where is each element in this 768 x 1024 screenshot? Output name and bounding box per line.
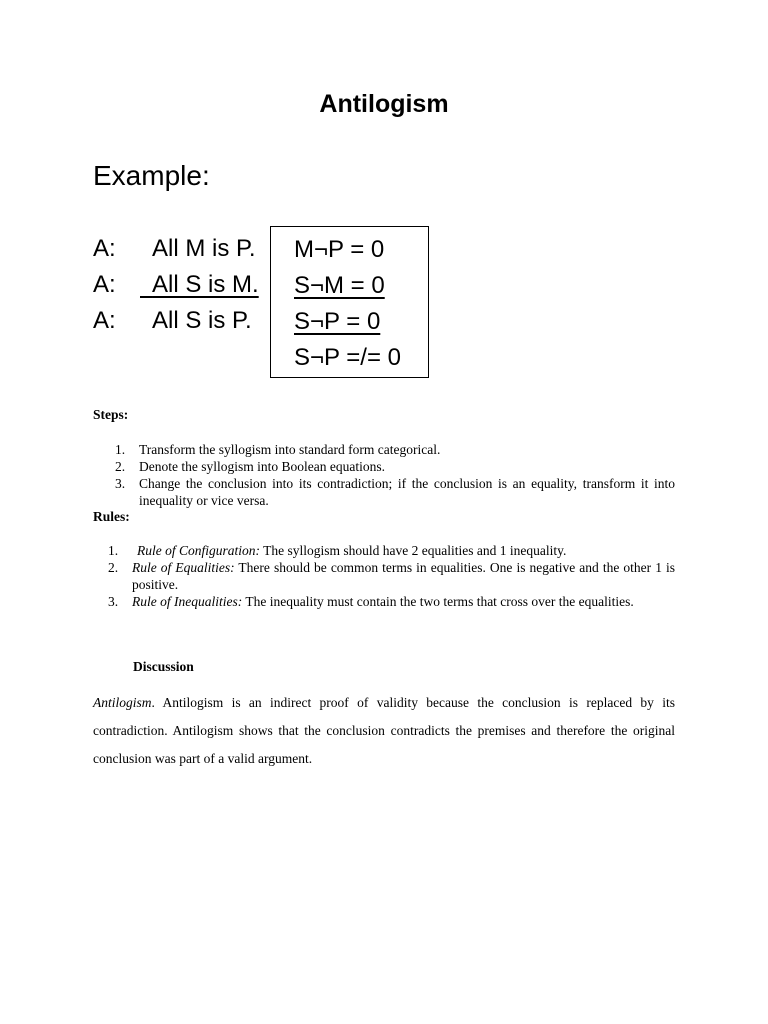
boolean-equation: S¬M = 0 [294, 272, 385, 299]
list-item: 3. Change the conclusion into its contradiction; if the conclusion is an equality, transform it into inequality or vice versa. [115, 476, 675, 508]
conclusion [93, 304, 259, 340]
major-premise [93, 232, 259, 268]
rule-name: Rule of Inequalities: [132, 594, 243, 609]
premise-text: All S is P. [152, 307, 252, 334]
steps-heading: Steps: [93, 407, 129, 422]
list-item: 1. Transform the syllogism into standard form categorical. [115, 442, 441, 457]
rules-heading: Rules: [93, 509, 130, 524]
boolean-equation-contradiction: S¬P =/= 0 [294, 344, 401, 371]
premise-mood: A: [93, 307, 116, 334]
discussion-term: Antilogism [93, 695, 152, 710]
list-item: 3. Rule of Inequalities: The inequality must contain the two terms that cross over the equalities. [108, 594, 634, 609]
list-item: 1. Rule of Configuration: The syllogism should have 2 equalities and 1 inequality. [108, 543, 567, 558]
page-title: Antilogism [319, 90, 449, 118]
boolean-equation: S¬P = 0 [294, 308, 381, 335]
premise-mood: A: [93, 235, 116, 262]
rules-list [93, 542, 675, 610]
boolean-equation: M¬P = 0 [294, 236, 385, 263]
boolean-equations-box [270, 226, 429, 378]
premise-text: All M is P. [152, 235, 256, 262]
minor-premise [93, 268, 259, 304]
syllogism-premises [93, 232, 259, 340]
premise-text: All S is M. [152, 271, 259, 298]
rule-name: Rule of Configuration: [137, 543, 260, 558]
discussion-heading: Discussion [133, 659, 194, 674]
steps-list [93, 441, 675, 509]
discussion-paragraph: Antilogism. Antilogism is an indirect proof of validity because the conclusion is replaced by its contradiction. Antilogism shows that the conclusion contradicts the premises and therefore the original conclusion was part of a valid argument. [93, 695, 675, 766]
list-item: 2. Denote the syllogism into Boolean equations. [115, 459, 385, 474]
list-item: 2. Rule of Equalities: There should be common terms in equalities. One is negative and the other 1 is positive. [108, 560, 676, 592]
premise-mood: A: [93, 271, 116, 298]
rule-name: Rule of Equalities: [132, 560, 235, 575]
example-heading: Example: [93, 160, 210, 191]
